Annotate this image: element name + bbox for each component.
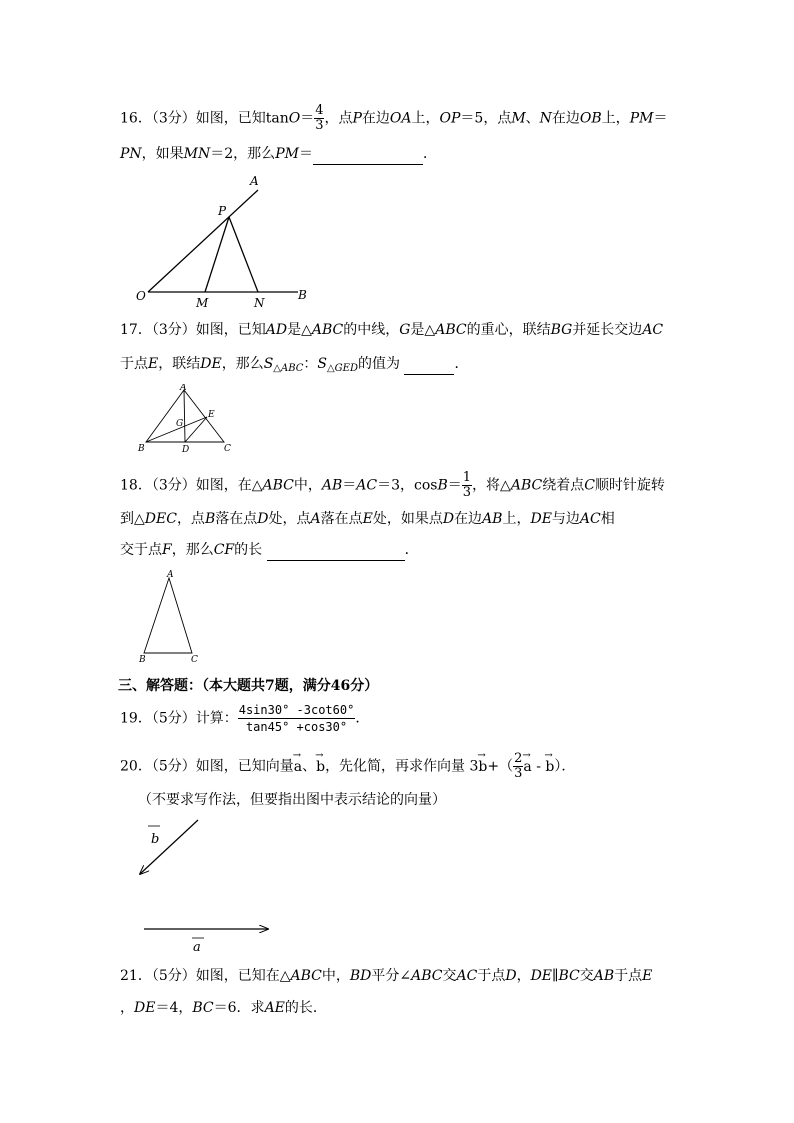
q18-line2: 到△DEC，点B落在点D处，点A落在点E处，如果点D在边AB上，DE与边AC相	[120, 511, 615, 527]
segment-PN	[229, 217, 258, 292]
vector-b: → b	[478, 757, 487, 777]
vector-a: → a	[294, 757, 302, 777]
answer-blank[interactable]	[267, 540, 405, 561]
q18-fraction: $\frac{1}{3}$	[462, 470, 472, 500]
median-AD	[184, 390, 185, 442]
label-G: G	[176, 419, 184, 429]
q17-line1: 17．（3分）如图，已知AD是△ABC的中线，G是△ABC的重心，联结BG并延长交边AC	[120, 322, 664, 338]
label-B: B	[139, 655, 146, 665]
triangle-ABC	[144, 578, 192, 653]
q16-fraction: $\frac{4}{3}$	[315, 103, 324, 133]
vector-a: → a	[523, 757, 531, 777]
answer-blank[interactable]	[404, 354, 454, 375]
section-heading: 三、解答题：（本大题共7题，满分46分）	[118, 678, 379, 694]
answer-blank[interactable]	[313, 144, 423, 165]
label-P: P	[218, 204, 227, 218]
q20-line1: 20．（5分）如图，已知向量→ a、→ b，先化简，再求作向量 3→ b+（ $\frac{2}{3}$ → a - → b）．	[120, 752, 575, 781]
ray-OA	[148, 190, 258, 292]
q21-line1: 21．（5分）如图，已知在△ABC中，BD平分∠ABC交AC于点D，DE∥BC交AB于点E	[120, 968, 653, 984]
label-A: A	[167, 570, 174, 580]
label-D: D	[182, 445, 190, 455]
q16-line2: PN，如果MN＝2，那么PM＝ ．	[120, 144, 437, 165]
label-b: b	[151, 832, 160, 847]
q18-figure	[136, 568, 206, 666]
q20-note: （不要求写作法，但要指出图中表示结论的向量）	[138, 792, 446, 808]
label-N: N	[254, 296, 265, 310]
q21-line2: ，DE＝4，BC＝6．求AE的长．	[120, 1000, 327, 1016]
q17-line2: 于点E，联结DE，那么$S_{\triangle ABC}$：$S_{\triangle GED}$的值为 ．	[120, 356, 469, 374]
q20-fraction: $\frac{2}{3}$	[514, 751, 523, 781]
label-B: B	[138, 444, 145, 454]
label-O: O	[136, 289, 146, 303]
label-C: C	[224, 444, 231, 454]
vector-b: → b	[545, 757, 554, 777]
label-A: A	[180, 384, 187, 393]
q16-figure	[130, 172, 320, 312]
q20-figure	[130, 812, 280, 957]
label-a: a	[193, 940, 201, 955]
vector-b: → b	[316, 757, 325, 777]
label-A: A	[250, 174, 259, 188]
q16-line1: 16．（3分）如图，已知tanO＝ $\frac{4}{3}$ ，点P在边OA上，OP＝5，点M、N在边OB上，PM＝	[120, 103, 668, 133]
q18-line3: 交于点F，那么CF的长 ．	[120, 540, 419, 561]
label-M: M	[196, 296, 209, 310]
q18-line1: 18．（3分）如图，在△ABC中，AB＝AC＝3，cosB＝ $\frac{1}{3}$ ，将△ABC绕着点C顺时针旋转	[120, 470, 665, 500]
q19-line: 19．（5分）计算： $\frac{4\sin 30^\circ -3\cot 60^\circ}{\tan 45^\circ +\cos 30^\circ}$ ．	[120, 703, 370, 734]
segment-DE	[185, 417, 207, 442]
label-C: C	[191, 655, 198, 665]
q17-figure	[136, 384, 236, 456]
vector-b-arrow	[140, 820, 198, 874]
label-E: E	[208, 410, 215, 420]
label-B: B	[298, 288, 307, 302]
q19-fraction: $\frac{4\sin 30^\circ -3\cot 60^\circ}{\tan 45^\circ +\cos 30^\circ}$	[238, 703, 355, 734]
